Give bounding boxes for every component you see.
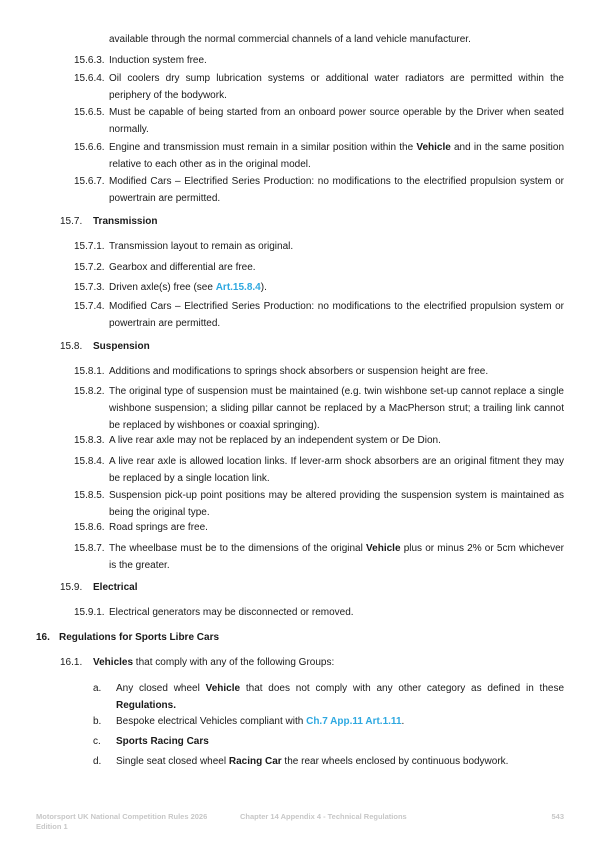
item-text: Vehicles that comply with any of the following Groups: <box>93 657 335 668</box>
item-number: 15.6.7. <box>74 176 105 187</box>
item-text: Oil coolers dry sump lubrication systems or additional water radiators are permitted within the periphery of the bodywork. <box>109 73 564 101</box>
chapter-heading: Regulations for Sports Libre Cars <box>59 632 220 643</box>
item-number: 15.8.2. <box>74 386 105 397</box>
page-number: 543 <box>551 812 564 821</box>
footer-chapter: Chapter 14 Appendix 4 - Technical Regulations <box>240 812 407 821</box>
item-number: 15.8.5. <box>74 490 105 501</box>
item-number: 15.8.6. <box>74 522 105 533</box>
section-number: 15.9. <box>60 582 83 593</box>
list-letter: d. <box>93 756 102 767</box>
item-text: Any closed wheel Vehicle that does not comply with any other category as defined in these Regulations. <box>116 683 565 711</box>
item-number: 15.7.1. <box>74 241 105 252</box>
item-number: 15.8.4. <box>74 456 105 467</box>
footer-edition: Edition 1 <box>36 822 68 831</box>
item-text: Engine and transmission must remain in a similar position within the Vehicle and in the same position relative to each other as in the original model. <box>109 142 565 170</box>
defined-term: Vehicle <box>205 683 241 694</box>
item-text: Modified Cars – Electrified Series Production: no modifications to the electrified propulsion system or powertrain are permitted. <box>109 176 564 204</box>
item-text: Bespoke electrical Vehicles compliant with Ch.7 App.11 Art.1.11. <box>116 716 405 727</box>
item-text: Electrical generators may be disconnected or removed. <box>109 607 354 618</box>
list-letter: c. <box>93 736 101 747</box>
item-text: Suspension pick-up point positions may be altered providing the suspension system is maintained as being the original type. <box>109 490 564 518</box>
defined-term: Vehicles <box>93 657 134 668</box>
item-text: Driven axle(s) free (see Art.15.8.4). <box>109 282 267 293</box>
item-text: Single seat closed wheel Racing Car the rear wheels enclosed by continuous bodywork. <box>116 756 509 767</box>
section-number: 15.7. <box>60 216 83 227</box>
section-heading: Transmission <box>93 216 158 227</box>
item-text: Must be capable of being started from an onboard power source operable by the Driver when seated normally. <box>109 107 564 135</box>
section-heading: Electrical <box>93 582 138 593</box>
item-number: 15.8.7. <box>74 543 105 554</box>
item-number: 15.6.4. <box>74 73 105 84</box>
defined-term: Vehicle <box>416 142 451 153</box>
item-text: A live rear axle is allowed location links. If lever-arm shock absorbers are an original fitment they may be replaced by a single location link. <box>109 456 564 484</box>
item-number: 16.1. <box>60 657 83 668</box>
article-link[interactable]: Art.15.8.4 <box>215 282 261 293</box>
item-text: The wheelbase must be to the dimensions of the original Vehicle plus or minus 2% or 5cm whichever is the greater. <box>109 543 564 571</box>
defined-term: Vehicle <box>366 543 401 554</box>
chapter-link[interactable]: Ch.7 App.11 Art.1.11 <box>306 716 402 727</box>
list-letter: b. <box>93 716 102 727</box>
item-number: 15.8.3. <box>74 435 105 446</box>
item-text: Gearbox and differential are free. <box>109 262 256 273</box>
section-heading: Suspension <box>93 341 150 352</box>
item-number: 15.6.3. <box>74 55 105 66</box>
item-text: The original type of suspension must be maintained (e.g. twin wishbone set-up cannot replace a single wishbone suspension; a sliding pillar cannot be replaced by a MacPherson strut; a trailing link cannot be replaced by wishbones or coaxial springing). <box>109 386 564 431</box>
item-number: 15.6.6. <box>74 142 105 153</box>
defined-term: Racing Car <box>228 756 282 767</box>
item-number: 15.7.2. <box>74 262 105 273</box>
item-text: Induction system free. <box>109 55 207 66</box>
item-number: 15.8.1. <box>74 366 105 377</box>
list-letter: a. <box>93 683 102 694</box>
item-number: 15.7.4. <box>74 301 105 312</box>
defined-term: Regulations. <box>116 700 177 711</box>
item-number: 15.6.5. <box>74 107 105 118</box>
item-text: Transmission layout to remain as original. <box>109 241 294 252</box>
item-text: Road springs are free. <box>109 522 208 533</box>
item-number: 15.9.1. <box>74 607 105 618</box>
item-text: Modified Cars – Electrified Series Production: no modifications to the electrified propulsion system or powertrain are permitted. <box>109 301 564 329</box>
item-text: Additions and modifications to springs shock absorbers or suspension height are free. <box>109 366 489 377</box>
section-number: 15.8. <box>60 341 83 352</box>
footer-rules-title: Motorsport UK National Competition Rules 2026 <box>36 812 208 821</box>
item-text: Sports Racing Cars <box>116 736 209 747</box>
item-number: 15.7.3. <box>74 282 105 293</box>
paragraph-continuation: available through the normal commercial channels of a land vehicle manufacturer. <box>109 34 471 45</box>
item-text: A live rear axle may not be replaced by an independent system or De Dion. <box>109 435 441 446</box>
chapter-number: 16. <box>36 632 50 643</box>
